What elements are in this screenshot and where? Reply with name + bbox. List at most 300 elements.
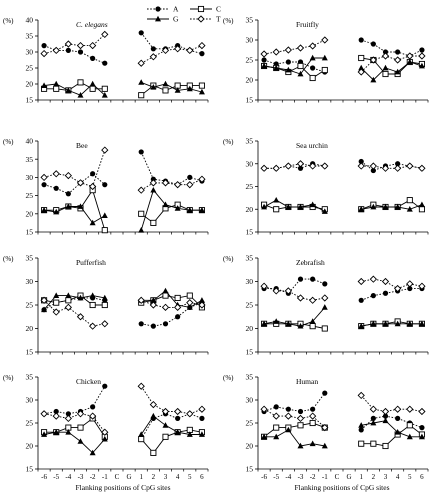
x-tick-label: G	[126, 473, 132, 481]
series-line-A	[264, 393, 325, 411]
y-tick-label: 30	[25, 395, 33, 405]
data-point-T	[150, 180, 156, 186]
data-point-C	[310, 75, 315, 80]
data-point-T	[395, 57, 401, 63]
data-point-C	[102, 302, 107, 307]
data-point-C	[383, 71, 388, 76]
data-point-T	[187, 411, 193, 417]
data-point-T	[395, 165, 401, 171]
series-line-A	[141, 152, 202, 185]
data-point-C	[419, 207, 424, 212]
y-unit-label: (%)	[223, 17, 234, 25]
data-point-A	[419, 47, 424, 52]
data-point-A	[102, 384, 107, 389]
panel-sea-urchin	[223, 137, 428, 237]
data-point-G	[163, 288, 169, 294]
y-tick-label: 15	[245, 227, 253, 237]
data-point-T	[298, 45, 304, 51]
y-tick-label: 15	[25, 347, 33, 357]
data-point-A	[41, 43, 46, 48]
data-point-T	[163, 304, 169, 310]
series-line-T	[44, 150, 105, 186]
data-point-T	[298, 415, 304, 421]
y-tick-label: 15	[245, 464, 253, 474]
y-unit-label: (%)	[223, 374, 234, 382]
series-C	[261, 198, 424, 212]
data-point-A	[310, 407, 315, 412]
data-point-G	[383, 65, 389, 71]
data-point-C	[151, 220, 156, 225]
x-tick-label: 4	[395, 473, 400, 481]
y-tick-label: 20	[25, 209, 33, 219]
data-point-T	[261, 165, 267, 171]
data-point-T	[298, 161, 304, 167]
data-point-A	[274, 404, 279, 409]
y-unit-label: (%)	[223, 255, 234, 263]
data-point-T	[150, 54, 156, 60]
data-point-A	[175, 416, 180, 421]
data-point-T	[285, 47, 291, 53]
data-point-T	[395, 406, 401, 412]
y-tick-label: 25	[245, 55, 253, 65]
data-point-T	[419, 165, 425, 171]
data-point-A	[139, 321, 144, 326]
panel-title: Pufferfish	[76, 258, 106, 267]
x-tick-label: -2	[89, 473, 96, 481]
data-point-A	[371, 41, 376, 46]
data-point-G	[102, 212, 108, 218]
y-tick-label: 15	[25, 95, 33, 105]
data-point-T	[407, 163, 413, 169]
data-point-T	[53, 413, 59, 419]
data-point-A	[163, 321, 168, 326]
data-point-A	[359, 37, 364, 42]
data-point-T	[419, 409, 425, 415]
data-point-C	[274, 207, 279, 212]
data-point-C	[139, 211, 144, 216]
y-tick-label: 35	[245, 372, 253, 382]
data-point-C	[163, 293, 168, 298]
series-T	[41, 147, 205, 193]
data-point-T	[407, 281, 413, 287]
data-point-C	[54, 300, 59, 305]
x-tick-label: 5	[408, 473, 412, 481]
series-line-A	[44, 46, 105, 64]
y-tick-label: 25	[245, 182, 253, 192]
data-point-T	[273, 165, 279, 171]
series-line-T	[141, 300, 202, 307]
panel-title: Sea urchin	[296, 141, 328, 150]
data-point-A	[395, 49, 400, 54]
x-tick-label: -3	[77, 473, 84, 481]
panel-chicken	[3, 373, 208, 481]
data-point-T	[199, 43, 205, 49]
x-tick-label: -6	[41, 473, 47, 481]
data-point-G	[138, 227, 144, 233]
data-point-T	[322, 295, 328, 301]
y-tick-label: 15	[245, 347, 253, 357]
y-unit-label: (%)	[223, 138, 234, 146]
panel-title: Fruitfly	[296, 20, 319, 29]
x-tick-label: -6	[261, 473, 267, 481]
data-point-G	[273, 197, 279, 203]
panels-layer	[3, 16, 428, 481]
data-point-T	[358, 163, 364, 169]
data-point-A	[102, 61, 107, 66]
x-tick-label: -5	[273, 473, 280, 481]
x-tick-label: 4	[175, 473, 180, 481]
series-C	[41, 416, 204, 456]
y-tick-label: 25	[25, 418, 33, 428]
data-point-A	[310, 277, 315, 282]
panel-zebrafish	[223, 254, 428, 357]
x-tick-label: G	[346, 473, 352, 481]
y-tick-label: 20	[245, 204, 253, 214]
y-tick-label: 25	[25, 300, 33, 310]
x-tick-label: -2	[309, 473, 316, 481]
legend-marker	[198, 16, 204, 22]
data-point-C	[322, 67, 327, 72]
data-point-A	[54, 186, 59, 191]
panel-title: Bee	[76, 141, 88, 150]
panel-c-elegans	[3, 16, 208, 105]
data-point-C	[151, 450, 156, 455]
y-tick-label: 35	[25, 253, 33, 263]
x-tick-label: 6	[420, 473, 424, 481]
series-T	[41, 31, 205, 66]
legend-marker	[198, 6, 203, 11]
data-point-C	[78, 80, 83, 85]
data-point-T	[90, 43, 96, 49]
data-point-C	[310, 420, 315, 425]
y-tick-label: 35	[25, 372, 33, 382]
data-point-T	[65, 41, 71, 47]
data-point-T	[187, 47, 193, 53]
legend-label: G	[173, 14, 179, 24]
legend-entry-T	[190, 15, 221, 24]
series-line-G	[141, 190, 202, 230]
data-point-G	[150, 187, 156, 193]
data-point-G	[90, 292, 96, 298]
data-point-A	[359, 298, 364, 303]
data-point-G	[163, 422, 169, 428]
series-line-T	[141, 386, 202, 414]
data-point-T	[150, 402, 156, 408]
y-tick-label: 35	[245, 253, 253, 263]
legend-entry-C	[190, 5, 221, 14]
x-tick-label: C	[334, 473, 340, 481]
legend-entry-A	[147, 5, 179, 14]
data-point-C	[322, 326, 327, 331]
data-point-T	[407, 53, 413, 59]
data-point-T	[383, 409, 389, 415]
x-axis-label-left: Flanking positions of CpG sites	[75, 483, 171, 492]
x-tick-label: 1	[139, 473, 143, 481]
x-tick-label: -1	[321, 473, 328, 481]
data-point-G	[90, 81, 96, 87]
y-unit-label: (%)	[3, 255, 14, 263]
data-point-T	[419, 53, 425, 59]
y-tick-label: 40	[25, 15, 33, 25]
data-point-T	[41, 51, 47, 57]
data-point-A	[199, 416, 204, 421]
data-point-A	[139, 30, 144, 35]
data-point-T	[65, 415, 71, 421]
data-point-T	[53, 47, 59, 53]
panel-bee	[3, 137, 208, 237]
data-point-C	[359, 55, 364, 60]
data-point-T	[322, 163, 328, 169]
y-tick-label: 35	[245, 15, 253, 25]
data-point-C	[139, 93, 144, 98]
data-point-C	[274, 425, 279, 430]
data-point-T	[53, 171, 59, 177]
data-point-C	[383, 443, 388, 448]
legend-label: C	[216, 4, 222, 14]
data-point-A	[395, 416, 400, 421]
x-tick-label: 5	[188, 473, 192, 481]
data-point-C	[78, 425, 83, 430]
data-point-T	[102, 321, 108, 327]
data-point-A	[102, 182, 107, 187]
data-point-T	[138, 383, 144, 389]
y-tick-label: 30	[245, 277, 253, 287]
x-tick-label: 3	[383, 473, 388, 481]
data-point-C	[54, 86, 59, 91]
x-tick-label: 2	[151, 473, 156, 481]
data-point-C	[199, 83, 204, 88]
data-point-T	[370, 163, 376, 169]
data-point-T	[138, 187, 144, 193]
panel-human	[223, 373, 428, 481]
data-point-T	[41, 174, 47, 180]
data-point-C	[310, 324, 315, 329]
data-point-T	[187, 300, 193, 306]
data-point-T	[175, 409, 181, 415]
data-point-T	[261, 51, 267, 57]
data-point-T	[199, 406, 205, 412]
data-point-T	[175, 182, 181, 188]
x-tick-label: -1	[101, 473, 108, 481]
data-point-T	[285, 163, 291, 169]
data-point-C	[102, 86, 107, 91]
data-point-C	[175, 295, 180, 300]
series-line-T	[264, 286, 325, 300]
data-point-G	[383, 418, 389, 424]
series-line-C	[361, 425, 422, 446]
legend-label: T	[216, 14, 221, 24]
y-tick-label: 20	[25, 79, 33, 89]
y-tick-label: 40	[25, 136, 33, 146]
data-point-A	[322, 391, 327, 396]
panel-title: C. elegans	[76, 20, 108, 29]
legend-entry-G	[147, 15, 179, 24]
data-point-T	[370, 406, 376, 412]
x-tick-label: 6	[200, 473, 204, 481]
data-point-C	[407, 423, 412, 428]
data-point-A	[298, 409, 303, 414]
data-point-T	[298, 295, 304, 301]
data-point-T	[383, 279, 389, 285]
y-tick-label: 35	[25, 154, 33, 164]
data-point-A	[261, 57, 266, 62]
y-tick-label: 30	[25, 173, 33, 182]
x-axis-label-right: Flanking positions of CpG sites	[294, 483, 390, 492]
data-point-C	[139, 437, 144, 442]
data-point-T	[358, 279, 364, 285]
data-point-T	[41, 411, 47, 417]
data-point-A	[286, 59, 291, 64]
data-point-A	[286, 407, 291, 412]
y-tick-label: 25	[25, 63, 33, 73]
data-point-C	[90, 86, 95, 91]
panel-fruitfly	[223, 16, 428, 105]
y-tick-label: 30	[25, 47, 33, 57]
data-point-T	[138, 60, 144, 66]
series-line-A	[44, 386, 105, 414]
y-tick-label: 15	[245, 95, 253, 105]
y-tick-label: 20	[245, 75, 253, 85]
x-tick-label: 3	[163, 473, 168, 481]
data-point-T	[310, 413, 316, 419]
data-point-C	[90, 302, 95, 307]
y-tick-label: 20	[245, 324, 253, 334]
y-tick-label: 20	[25, 324, 33, 334]
series-line-A	[361, 289, 422, 301]
data-point-A	[66, 48, 71, 53]
data-point-G	[163, 81, 169, 87]
data-point-A	[151, 46, 156, 51]
data-point-A	[199, 51, 204, 56]
data-point-A	[90, 171, 95, 176]
data-point-A	[41, 182, 46, 187]
data-point-T	[65, 173, 71, 179]
series-T	[261, 276, 425, 303]
data-point-C	[359, 441, 364, 446]
data-point-A	[66, 191, 71, 196]
x-tick-label: -4	[285, 473, 292, 481]
data-point-G	[53, 81, 59, 87]
panel-title: Zebrafish	[296, 258, 325, 267]
series-T	[261, 161, 425, 172]
series-G	[41, 187, 205, 233]
data-point-G	[78, 438, 84, 444]
data-point-C	[187, 293, 192, 298]
data-point-G	[138, 431, 144, 437]
data-point-T	[370, 276, 376, 282]
data-point-C	[102, 228, 107, 233]
y-tick-label: 15	[25, 227, 33, 237]
x-tick-label: 2	[371, 473, 376, 481]
data-point-T	[407, 406, 413, 412]
y-tick-label: 30	[25, 277, 33, 287]
data-point-A	[310, 65, 315, 70]
data-point-G	[322, 304, 328, 310]
y-tick-label: 25	[245, 418, 253, 428]
y-tick-label: 30	[245, 159, 253, 169]
y-tick-label: 30	[245, 395, 253, 405]
data-point-T	[102, 147, 108, 153]
y-tick-label: 25	[25, 191, 33, 201]
data-point-A	[175, 314, 180, 319]
data-point-A	[419, 425, 424, 430]
data-point-T	[187, 182, 193, 188]
series-C	[261, 319, 424, 331]
data-point-T	[273, 49, 279, 55]
y-tick-label: 30	[245, 35, 253, 45]
data-point-C	[407, 198, 412, 203]
x-tick-label: -4	[65, 473, 72, 481]
y-tick-label: 35	[25, 31, 33, 41]
series-line-T	[141, 46, 202, 64]
series-G	[261, 418, 425, 449]
y-tick-label: 15	[25, 464, 33, 474]
legend-label: A	[173, 4, 179, 14]
data-point-C	[298, 63, 303, 68]
legend-marker	[155, 6, 160, 11]
data-point-A	[90, 56, 95, 61]
legend	[147, 5, 221, 24]
series-line-A	[361, 40, 422, 56]
panel-pufferfish	[3, 254, 208, 357]
series-A	[41, 149, 204, 196]
data-point-T	[310, 297, 316, 303]
series-line-G	[44, 432, 105, 453]
data-point-T	[78, 43, 84, 49]
data-point-A	[322, 281, 327, 286]
data-point-T	[358, 392, 364, 398]
panel-title: Chicken	[76, 377, 101, 386]
y-tick-label: 20	[25, 441, 33, 451]
y-tick-label: 20	[245, 441, 253, 451]
x-tick-label: -5	[53, 473, 60, 481]
data-point-A	[187, 175, 192, 180]
data-point-A	[371, 293, 376, 298]
x-tick-label: 1	[359, 473, 363, 481]
data-point-T	[310, 43, 316, 49]
data-point-C	[66, 298, 71, 303]
data-point-C	[163, 88, 168, 93]
data-point-T	[322, 37, 328, 43]
y-unit-label: (%)	[3, 17, 14, 25]
y-unit-label: (%)	[3, 374, 14, 382]
data-point-A	[139, 149, 144, 154]
data-point-A	[383, 291, 388, 296]
data-point-G	[150, 413, 156, 419]
y-tick-label: 25	[245, 300, 253, 310]
y-unit-label: (%)	[3, 138, 14, 146]
data-point-T	[273, 413, 279, 419]
data-point-A	[90, 404, 95, 409]
series-line-A	[141, 414, 202, 439]
y-tick-label: 35	[245, 136, 253, 146]
data-point-G	[310, 441, 316, 447]
series-line-G	[264, 430, 325, 446]
data-point-A	[359, 427, 364, 432]
data-point-C	[298, 423, 303, 428]
panel-title: Human	[296, 377, 319, 386]
data-point-G	[138, 79, 144, 85]
data-point-A	[151, 324, 156, 329]
data-point-A	[298, 277, 303, 282]
data-point-T	[383, 53, 389, 59]
data-point-C	[371, 441, 376, 446]
data-point-T	[285, 413, 291, 419]
data-point-A	[78, 49, 83, 54]
data-point-C	[163, 434, 168, 439]
x-tick-label: -3	[297, 473, 304, 481]
x-tick-label: C	[114, 473, 120, 481]
